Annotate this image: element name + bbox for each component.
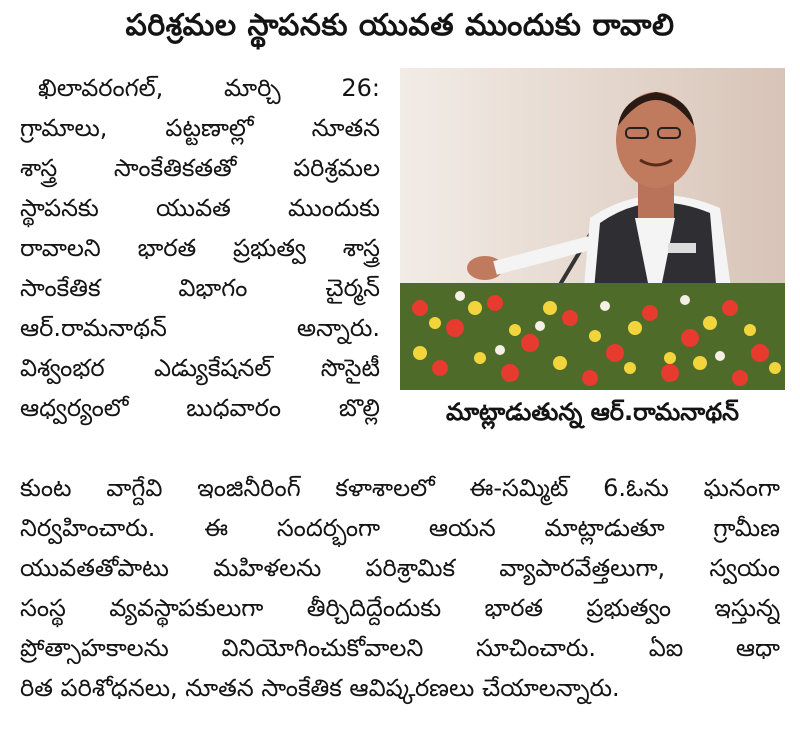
body-line: ప్రోత్సాహకాలను వినియోగించుకోవాలని సూచించారు. ఏఐ ఆధా (20, 634, 780, 662)
body-line: స్థాపనకు యువత ముందుకు (20, 194, 380, 222)
body-line: ఖిలావరంగల్, మార్చి 26: (38, 74, 380, 102)
body-line: నిర్వహించారు. ఈ సందర్భంగా ఆయన మాట్లాడుతూ గ్రామీణ (20, 514, 780, 542)
body-line: సంస్థ వ్యవస్థాపకులుగా తీర్చిదిద్దేందుకు భారత ప్రభుత్వం ఇస్తున్న (20, 594, 780, 622)
headline: పరిశ్రమల స్థాపనకు యువత ముందుకు రావాలి (125, 8, 675, 43)
body-line: సాంకేతిక విభాగం చైర్మన్ (20, 274, 380, 302)
body-line: కుంట వాగ్దేవి ఇంజినీరింగ్ కళాశాలలో ఈ-సమ్మిట్ 6.ఓను ఘనంగా (20, 474, 780, 502)
body-line: రావాలని భారత ప్రభుత్వ శాస్త్ర (20, 234, 380, 262)
body-line: ఆధ్వర్యంలో బుధవారం బొల్లి (20, 394, 380, 422)
body-line: ఆర్.రామనాథన్ అన్నారు. (20, 314, 380, 342)
body-line: రిత పరిశోధనలు, నూతన సాంకేతిక ఆవిష్కరణలు చేయాలన్నారు. (20, 674, 620, 702)
body-line: శాస్త్ర సాంకేతికతతో పరిశ్రమల (20, 154, 380, 182)
body-line: యువతతోపాటు మహిళలను పరిశ్రామిక వ్యాపారవేత్తలుగా, స్వయం (20, 554, 780, 582)
speaker-photo (400, 68, 785, 390)
body-line: విశ్వంభర ఎడ్యుకేషనల్ సొసైటీ (20, 354, 380, 382)
photo-caption: మాట్లాడుతున్న ఆర్.రామనాథన్ (445, 398, 740, 426)
body-line: గ్రామాలు, పట్టణాల్లో నూతన (20, 114, 380, 142)
